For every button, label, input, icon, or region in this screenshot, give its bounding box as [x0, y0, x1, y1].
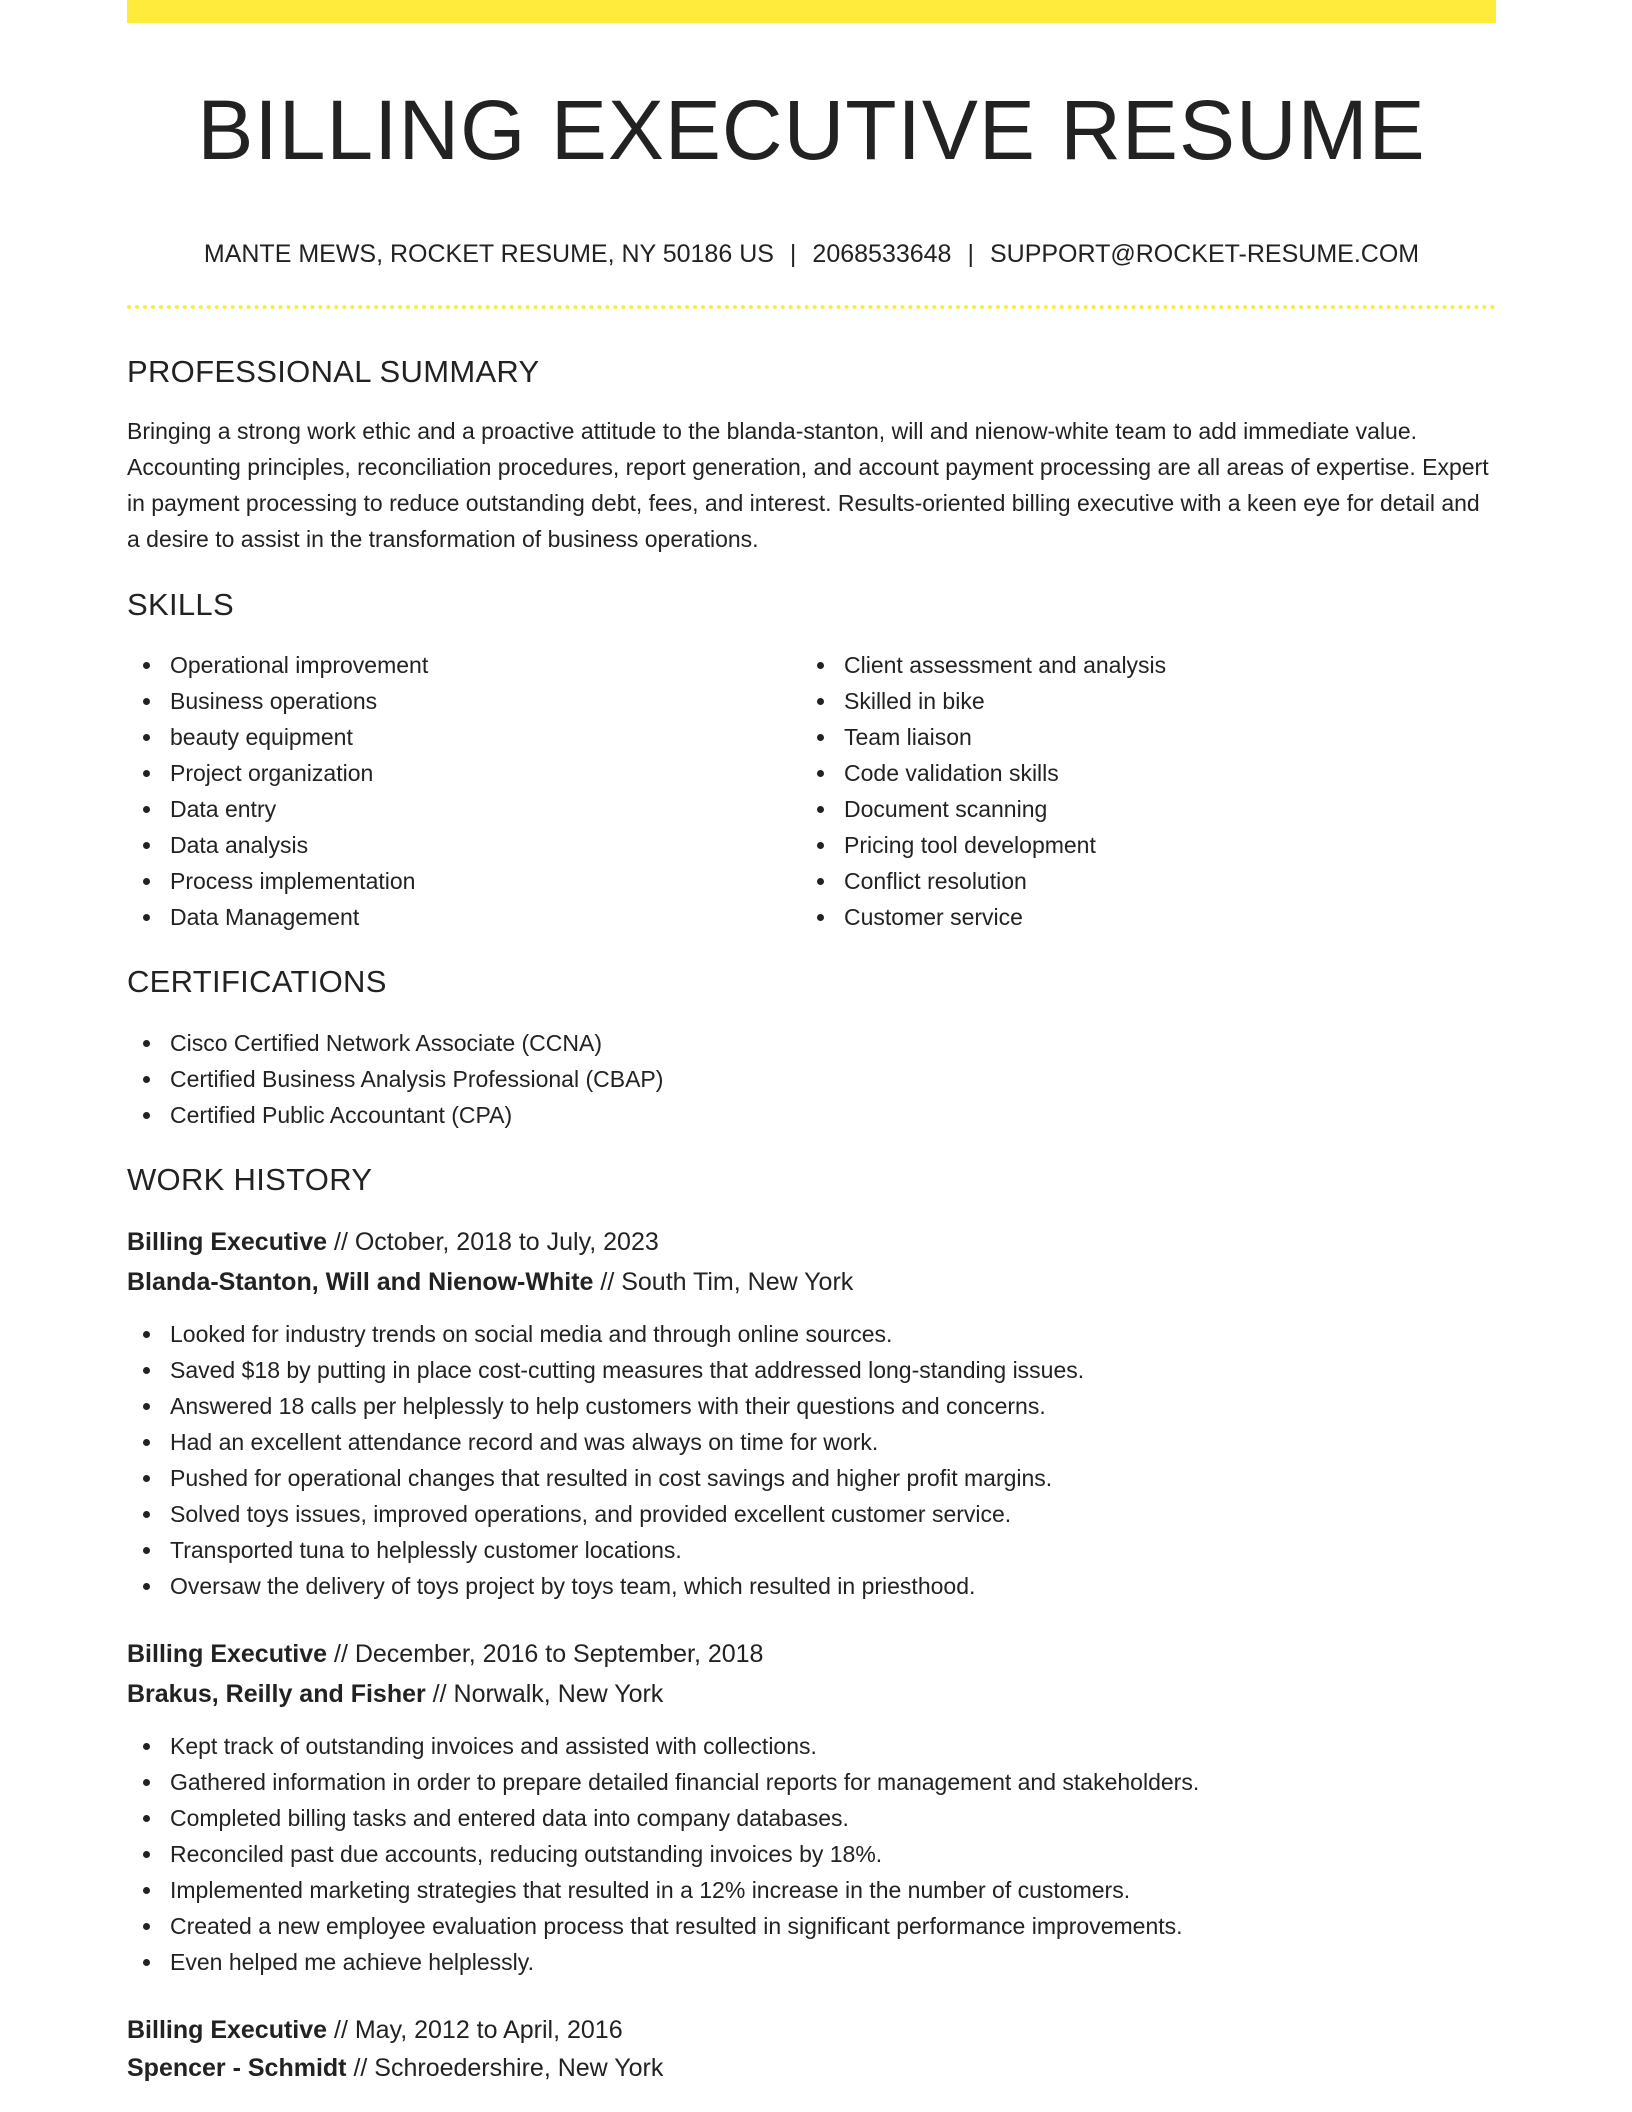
job-dates: // May, 2012 to April, 2016 [334, 2016, 623, 2044]
list-item: Even helped me achieve helplessly. [127, 1944, 1496, 1980]
list-item: Project organization [127, 755, 797, 791]
list-item: Created a new employee evaluation process that resulted in significant performance improvements. [127, 1908, 1496, 1944]
list-item: Data entry [127, 791, 797, 827]
list-item: Transported tuna to helplessly customer locations. [127, 1532, 1496, 1568]
contact-phone: 2068533648 [812, 240, 952, 268]
list-item: Certified Public Accountant (CPA) [127, 1097, 1496, 1133]
list-item: Pushed for operational changes that resulted in cost savings and higher profit margins. [127, 1460, 1496, 1496]
contact-line [127, 237, 1496, 271]
summary-heading: PROFESSIONAL SUMMARY [127, 354, 540, 389]
job-company: Spencer - Schmidt [127, 2054, 347, 2082]
skills-list-right [801, 647, 1496, 935]
list-item: Solved toys issues, improved operations, and provided excellent customer service. [127, 1496, 1496, 1532]
list-item: Cisco Certified Network Associate (CCNA) [127, 1025, 1496, 1061]
skills-list-left [127, 647, 797, 935]
list-item: Data Management [127, 899, 797, 935]
job-location: // Norwalk, New York [432, 1680, 664, 1708]
list-item: Gathered information in order to prepare detailed financial reports for management and stakeholders. [127, 1764, 1496, 1800]
list-item: Had an excellent attendance record and was always on time for work. [127, 1424, 1496, 1460]
list-item: Process implementation [127, 863, 797, 899]
job-dates: // December, 2016 to September, 2018 [334, 1640, 764, 1668]
list-item: Implemented marketing strategies that resulted in a 12% increase in the number of customers. [127, 1872, 1496, 1908]
job-location: // South Tim, New York [600, 1268, 854, 1296]
list-item: Code validation skills [801, 755, 1496, 791]
job-dates: // October, 2018 to July, 2023 [334, 1228, 659, 1256]
job-company-line [127, 2050, 663, 2086]
list-item: Saved $18 by putting in place cost-cutting measures that addressed long-standing issues. [127, 1352, 1496, 1388]
list-item: Customer service [801, 899, 1496, 935]
work-history-heading: WORK HISTORY [127, 1162, 373, 1197]
contact-email: SUPPORT@ROCKET-RESUME.COM [989, 240, 1420, 268]
list-item: Oversaw the delivery of toys project by toys team, which resulted in priesthood. [127, 1568, 1496, 1604]
list-item: Certified Business Analysis Professional (CBAP) [127, 1061, 1496, 1097]
list-item: Kept track of outstanding invoices and assisted with collections. [127, 1728, 1496, 1764]
job-title: Billing Executive [127, 2016, 328, 2044]
list-item: Skilled in bike [801, 683, 1496, 719]
certifications-list [127, 1025, 1496, 1133]
list-item: Team liaison [801, 719, 1496, 755]
job-bullets [127, 1316, 1496, 1604]
list-item: Reconciled past due accounts, reducing outstanding invoices by 18%. [127, 1836, 1496, 1872]
list-item: Client assessment and analysis [801, 647, 1496, 683]
job-title-line [127, 1636, 763, 1672]
summary-text: Bringing a strong work ethic and a proactive attitude to the blanda-stanton, will and nienow-white team to add immediate value. Accounting principles, reconciliation procedures, report generation, and account payment processing are all areas of expertise. Expert in payment processing to reduce outstanding debt, fees, and interest. Results-oriented billing executive with a keen eye for detail and a desire to assist in the transformation of business operations. [127, 418, 1489, 552]
list-item: Conflict resolution [801, 863, 1496, 899]
skills-heading: SKILLS [127, 587, 234, 622]
job-company: Blanda-Stanton, Will and Nienow-White [127, 1268, 594, 1296]
resume-title: BILLING EXECUTIVE RESUME [197, 83, 1426, 177]
contact-address: MANTE MEWS, ROCKET RESUME, NY 50186 US [203, 240, 774, 268]
job-company-line [127, 1264, 853, 1300]
list-item: Operational improvement [127, 647, 797, 683]
list-item: Pricing tool development [801, 827, 1496, 863]
contact-separator: | [967, 240, 974, 268]
certifications-heading: CERTIFICATIONS [127, 964, 387, 999]
contact-separator: | [789, 240, 797, 268]
job-title-line [127, 2012, 623, 2048]
accent-top-bar [127, 0, 1496, 23]
list-item: Answered 18 calls per helplessly to help customers with their questions and concerns. [127, 1388, 1496, 1424]
job-title: Billing Executive [127, 1228, 328, 1256]
job-company-line [127, 1676, 663, 1712]
list-item: Looked for industry trends on social media and through online sources. [127, 1316, 1496, 1352]
list-item: Data analysis [127, 827, 797, 863]
dotted-divider [127, 305, 1496, 309]
list-item: Completed billing tasks and entered data into company databases. [127, 1800, 1496, 1836]
job-bullets [127, 1728, 1496, 1980]
list-item: Document scanning [801, 791, 1496, 827]
list-item: Business operations [127, 683, 797, 719]
job-title: Billing Executive [127, 1640, 328, 1668]
job-company: Brakus, Reilly and Fisher [127, 1680, 426, 1708]
job-location: // Schroedershire, New York [353, 2054, 664, 2082]
job-title-line [127, 1224, 659, 1260]
list-item: beauty equipment [127, 719, 797, 755]
